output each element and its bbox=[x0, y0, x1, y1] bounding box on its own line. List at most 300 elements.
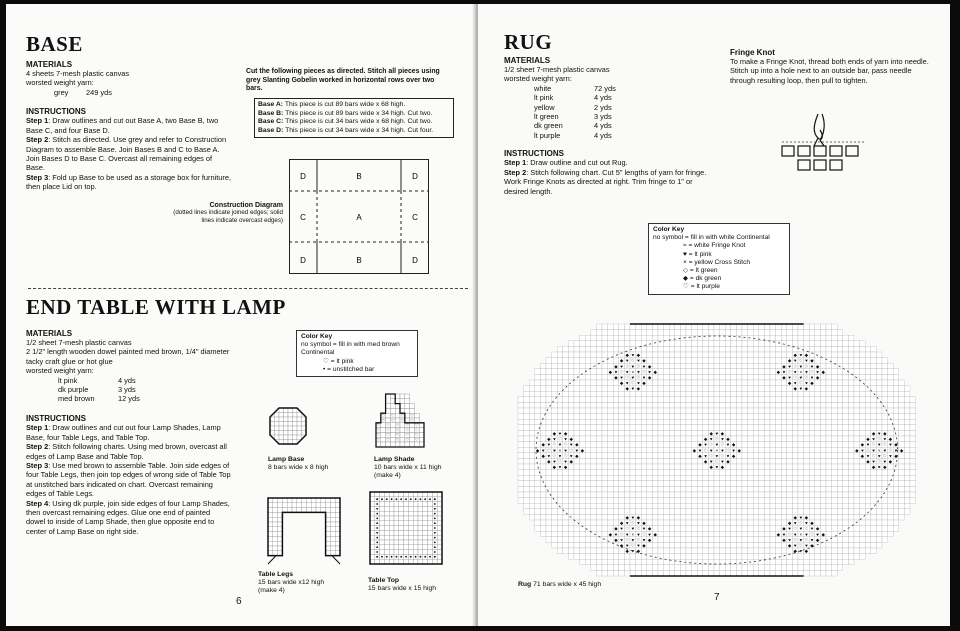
svg-text:♡: ♡ bbox=[630, 358, 635, 364]
svg-text:◆: ◆ bbox=[894, 453, 898, 459]
lamp-base-chart bbox=[268, 406, 308, 446]
yarn-amount: 249 yds bbox=[86, 87, 112, 97]
rug-color-key bbox=[648, 223, 790, 295]
svg-text:♥: ♥ bbox=[877, 431, 881, 436]
chart-title: Table Top bbox=[368, 577, 400, 584]
svg-text:♡: ♡ bbox=[798, 380, 803, 386]
rug-instructions bbox=[504, 149, 714, 196]
svg-text:♥: ♥ bbox=[732, 447, 735, 453]
svg-text:◆: ◆ bbox=[793, 352, 797, 358]
svg-text:◆: ◆ bbox=[541, 453, 545, 459]
diagram-cell: B bbox=[356, 172, 362, 181]
svg-text:♡: ♡ bbox=[625, 363, 630, 369]
yarn-row: yellow 2 yds bbox=[534, 102, 612, 112]
diagram-cell: D bbox=[300, 256, 306, 265]
svg-text:◆: ◆ bbox=[636, 386, 641, 392]
color-key-item: no symbol = fill in with white Continental bbox=[653, 234, 770, 242]
diagram-cell: A bbox=[356, 213, 362, 222]
svg-text:♡: ♡ bbox=[641, 369, 647, 375]
svg-text:◆: ◆ bbox=[871, 431, 876, 436]
material-line: tacky craft glue or hot glue bbox=[26, 356, 113, 366]
svg-text:♥: ♥ bbox=[810, 526, 814, 532]
instructions-heading: INSTRUCTIONS bbox=[26, 414, 86, 423]
svg-text:♡: ♡ bbox=[804, 537, 809, 543]
svg-text:×: × bbox=[631, 531, 635, 537]
construction-diagram-caption bbox=[161, 202, 283, 224]
left-page bbox=[6, 4, 476, 626]
svg-text:◆: ◆ bbox=[636, 352, 641, 358]
rug-chart bbox=[516, 322, 918, 578]
color-key-item: × = yellow Cross Stitch bbox=[683, 258, 751, 266]
table-legs-caption bbox=[258, 571, 324, 595]
svg-text:♡: ♡ bbox=[714, 459, 719, 464]
yarn-row: white 72 yds bbox=[534, 83, 616, 93]
svg-text:♥: ♥ bbox=[709, 459, 713, 464]
yarn-color: dk purple bbox=[58, 385, 89, 395]
fringe-knot-section bbox=[730, 48, 935, 85]
svg-text:◆: ◆ bbox=[636, 548, 641, 554]
svg-text:♥: ♥ bbox=[569, 442, 573, 448]
fringe-text: To make a Fringe Knot, thread both ends of yarn into needle. Stitch up into a hole next to an outside bar, pass needle through resulting loop, then pull to tighten. bbox=[730, 57, 929, 85]
page-number: 7 bbox=[714, 592, 720, 603]
section-divider bbox=[28, 288, 468, 289]
svg-text:◆: ◆ bbox=[815, 526, 820, 532]
svg-text:◆: ◆ bbox=[552, 431, 557, 436]
svg-text:♡: ♡ bbox=[563, 453, 568, 459]
svg-text:♥: ♥ bbox=[799, 352, 803, 358]
svg-text:◆: ◆ bbox=[787, 380, 792, 386]
svg-text:♥: ♥ bbox=[799, 386, 803, 392]
fringe-knot-diagram bbox=[778, 112, 868, 172]
svg-text:◆: ◆ bbox=[709, 431, 713, 436]
svg-text:◆: ◆ bbox=[698, 453, 702, 459]
svg-text:♥: ♥ bbox=[866, 453, 870, 459]
svg-text:♥: ♥ bbox=[637, 369, 640, 375]
chart-title: Rug bbox=[518, 581, 532, 588]
svg-text:♥: ♥ bbox=[805, 369, 808, 375]
chart-title: Lamp Base bbox=[268, 456, 305, 463]
svg-text:♥: ♥ bbox=[872, 459, 875, 464]
svg-text:♥: ♥ bbox=[715, 431, 719, 436]
svg-text:♡: ♡ bbox=[625, 537, 630, 543]
svg-text:◆: ◆ bbox=[608, 531, 613, 537]
step: Step 1: Draw outlines and cut out Base A, two Base B, two Base C, and four Base D. bbox=[26, 116, 219, 135]
svg-text:♥: ♥ bbox=[642, 537, 646, 543]
svg-text:◆: ◆ bbox=[821, 369, 825, 375]
svg-text:♥: ♥ bbox=[715, 453, 719, 459]
svg-text:♥: ♥ bbox=[625, 520, 629, 526]
diagram-cell: C bbox=[300, 213, 306, 222]
lamp-shade-caption bbox=[374, 456, 442, 480]
svg-text:♥: ♥ bbox=[614, 531, 618, 537]
chart-size: 15 bars wide x12 high bbox=[258, 579, 325, 586]
color-key-title: Color Key bbox=[653, 226, 685, 233]
svg-text:◆: ◆ bbox=[575, 453, 579, 459]
svg-text:♡: ♡ bbox=[798, 543, 803, 548]
svg-text:♥: ♥ bbox=[793, 543, 797, 548]
svg-text:◆: ◆ bbox=[642, 358, 646, 364]
svg-text:♥: ♥ bbox=[625, 531, 629, 537]
svg-text:♡: ♡ bbox=[415, 432, 419, 438]
svg-text:◆: ◆ bbox=[563, 464, 568, 470]
step: Step 3: Use med brown to assemble Table. Join side edges of four Table Legs, then join top edges of wrong side of Table Top at unstitched bars indicated on chart. Overcast remaining edges of Table Legs. bbox=[26, 461, 231, 499]
cut-list-box bbox=[254, 98, 454, 138]
diagram-cell: C bbox=[412, 213, 418, 222]
svg-text:♥: ♥ bbox=[631, 375, 635, 380]
svg-text:♥: ♥ bbox=[642, 375, 646, 380]
svg-text:◆: ◆ bbox=[625, 352, 629, 358]
svg-text:♥: ♥ bbox=[721, 447, 724, 453]
svg-text:◆: ◆ bbox=[787, 543, 792, 548]
svg-text:♡: ♡ bbox=[386, 422, 390, 428]
svg-text:◆: ◆ bbox=[647, 537, 652, 543]
svg-text:♡: ♡ bbox=[798, 358, 803, 364]
svg-text:♡: ♡ bbox=[405, 422, 409, 428]
svg-text:♡: ♡ bbox=[877, 459, 882, 464]
svg-text:♥: ♥ bbox=[883, 436, 887, 442]
svg-text:♡: ♡ bbox=[395, 422, 400, 428]
svg-text:♥: ♥ bbox=[709, 447, 713, 453]
svg-text:◆: ◆ bbox=[776, 531, 781, 537]
color-key-item: ◆ = dk green bbox=[683, 275, 722, 283]
svg-text:♥: ♥ bbox=[788, 526, 791, 532]
svg-text:♥: ♥ bbox=[631, 515, 635, 520]
svg-text:♥: ♥ bbox=[564, 459, 567, 464]
svg-text:♡: ♡ bbox=[793, 537, 798, 543]
svg-text:♥: ♥ bbox=[558, 464, 562, 470]
svg-text:♥: ♥ bbox=[648, 369, 651, 375]
cut-intro: Cut the following pieces as directed. Stitch all pieces using grey Slanting Gobelin worked in horizontal rows over two bars. bbox=[246, 68, 440, 93]
svg-text:♡: ♡ bbox=[798, 520, 803, 526]
step: Step 2: Stitch as directed. Use grey and refer to Construction Diagram to assemble Base. Join Bases B and C to Base A. Join Bases D to Base C. Overcast all remaining edges of Base. bbox=[26, 135, 227, 173]
svg-text:♡: ♡ bbox=[386, 432, 390, 438]
svg-text:♥: ♥ bbox=[648, 531, 651, 537]
svg-text:◆: ◆ bbox=[899, 447, 904, 453]
chart-note: (make 4) bbox=[374, 472, 401, 479]
svg-text:◆: ◆ bbox=[642, 380, 646, 386]
svg-text:◆: ◆ bbox=[614, 363, 618, 369]
construction-diagram bbox=[289, 159, 429, 274]
svg-text:×: × bbox=[799, 531, 803, 537]
svg-text:◆: ◆ bbox=[547, 436, 551, 442]
diagram-cell: B bbox=[356, 256, 362, 265]
svg-text:◆: ◆ bbox=[871, 464, 876, 470]
materials-heading: MATERIALS bbox=[26, 60, 73, 69]
svg-text:♥: ♥ bbox=[805, 380, 808, 386]
base-title: BASE bbox=[26, 32, 83, 56]
svg-text:♡: ♡ bbox=[546, 447, 551, 453]
svg-text:◆: ◆ bbox=[569, 436, 573, 442]
svg-text:♥: ♥ bbox=[872, 436, 875, 442]
svg-text:♡: ♡ bbox=[405, 432, 409, 438]
svg-text:♥: ♥ bbox=[637, 520, 640, 526]
svg-text:◆: ◆ bbox=[860, 453, 865, 459]
svg-text:×: × bbox=[799, 369, 803, 375]
fringe-title: Fringe Knot bbox=[730, 48, 775, 57]
svg-text:◆: ◆ bbox=[535, 447, 540, 453]
svg-text:♥: ♥ bbox=[553, 436, 556, 442]
svg-text:◆: ◆ bbox=[636, 515, 641, 520]
svg-text:◆: ◆ bbox=[625, 515, 629, 520]
svg-text:♥: ♥ bbox=[620, 537, 623, 543]
chart-size: 10 bars wide x 11 high bbox=[374, 464, 442, 471]
svg-text:♡: ♡ bbox=[804, 375, 809, 380]
svg-text:◆: ◆ bbox=[726, 459, 730, 464]
svg-text:◆: ◆ bbox=[793, 548, 797, 554]
svg-text:◆: ◆ bbox=[720, 464, 725, 470]
svg-text:♡: ♡ bbox=[865, 447, 871, 453]
svg-text:♥: ♥ bbox=[793, 380, 797, 386]
color-key-item: ≈ = white Fringe Knot bbox=[683, 242, 746, 250]
svg-text:♥: ♥ bbox=[558, 442, 562, 448]
svg-text:♥: ♥ bbox=[709, 436, 713, 442]
svg-text:♥: ♥ bbox=[721, 436, 724, 442]
cut-item: Base C: This piece is cut 34 bars wide x 68 high. Cut two. bbox=[258, 118, 433, 126]
svg-text:♥: ♥ bbox=[631, 386, 635, 392]
end-table-color-key bbox=[296, 330, 418, 377]
table-top-caption bbox=[368, 577, 436, 593]
lamp-shade-chart bbox=[374, 392, 426, 450]
svg-text:♡: ♡ bbox=[793, 526, 798, 532]
svg-text:◆: ◆ bbox=[647, 375, 652, 380]
svg-text:♡: ♡ bbox=[395, 432, 400, 438]
yarn-row: dk green 4 yds bbox=[534, 121, 612, 131]
color-key-title: Color Key bbox=[301, 333, 333, 340]
svg-text:◆: ◆ bbox=[782, 375, 786, 380]
svg-text:♥: ♥ bbox=[620, 363, 623, 369]
yarn-color: lt pink bbox=[58, 375, 78, 385]
svg-text:◆: ◆ bbox=[642, 520, 646, 526]
svg-text:♥: ♥ bbox=[569, 453, 573, 459]
svg-text:♥: ♥ bbox=[631, 548, 635, 554]
svg-text:◆: ◆ bbox=[619, 543, 624, 548]
svg-text:♡: ♡ bbox=[882, 442, 887, 448]
svg-text:◆: ◆ bbox=[709, 464, 713, 470]
color-key-item: • = unstitched bar bbox=[323, 365, 375, 373]
diagram-note: (dotted lines indicate joined edges; solid lines indicate overcast edges) bbox=[173, 209, 283, 224]
cut-item: Base D: This piece is cut 34 bars wide x 34 high. Cut four. bbox=[258, 126, 434, 134]
svg-text:◆: ◆ bbox=[810, 380, 814, 386]
svg-text:♥: ♥ bbox=[889, 453, 892, 459]
svg-text:◆: ◆ bbox=[575, 442, 579, 448]
svg-text:◆: ◆ bbox=[703, 459, 708, 464]
svg-text:♥: ♥ bbox=[637, 380, 640, 386]
page-number: 6 bbox=[236, 596, 242, 607]
step: Step 2: Stitch following chart. Cut 5" lengths of yarn for fringe. Work Fringe Knots as directed at right. Trim fringe to 1" or desired length. bbox=[504, 167, 707, 196]
svg-text:◆: ◆ bbox=[642, 543, 646, 548]
svg-text:♥: ♥ bbox=[620, 526, 623, 532]
svg-text:♡: ♡ bbox=[410, 417, 414, 423]
svg-text:♥: ♥ bbox=[793, 531, 797, 537]
rug-chart-caption bbox=[518, 581, 601, 588]
svg-text:◆: ◆ bbox=[883, 464, 887, 470]
svg-text:♡: ♡ bbox=[557, 436, 563, 442]
svg-text:♡: ♡ bbox=[415, 422, 419, 428]
svg-text:◆: ◆ bbox=[810, 520, 814, 526]
svg-text:♡: ♡ bbox=[619, 531, 624, 537]
svg-text:◆: ◆ bbox=[776, 369, 781, 375]
svg-text:×: × bbox=[631, 369, 635, 375]
svg-text:♥: ♥ bbox=[704, 442, 707, 448]
svg-text:♥: ♥ bbox=[541, 447, 545, 453]
svg-text:♥: ♥ bbox=[788, 537, 791, 543]
chart-title: Table Legs bbox=[258, 571, 293, 578]
svg-text:♡: ♡ bbox=[725, 447, 731, 453]
svg-text:♥: ♥ bbox=[558, 431, 562, 436]
svg-text:♥: ♥ bbox=[799, 537, 803, 543]
svg-text:♡: ♡ bbox=[376, 422, 381, 428]
step: Step 1: Draw outlines and cut out four Lamp Shades, Lamp Base, four Table Legs, and Table Top. bbox=[26, 423, 221, 442]
svg-text:◆: ◆ bbox=[804, 548, 809, 554]
svg-text:♥: ♥ bbox=[799, 515, 803, 520]
color-key-item: ♡ = lt pink bbox=[323, 357, 354, 365]
svg-text:♥: ♥ bbox=[866, 442, 870, 448]
svg-text:♥: ♥ bbox=[631, 363, 635, 369]
step: Step 4: Using dk purple, join side edges of four Lamp Shades, then overcast remaining edges. Glue one end of painted dowel to inside of Lamp Shade, then glue opposite end to center of Lamp Base on right side. bbox=[26, 498, 230, 536]
yarn-row: lt pink 4 yds bbox=[534, 93, 612, 103]
svg-text:♡: ♡ bbox=[625, 375, 630, 380]
svg-text:♥: ♥ bbox=[877, 442, 881, 448]
svg-text:♥: ♥ bbox=[553, 447, 556, 453]
svg-text:♡: ♡ bbox=[557, 459, 563, 464]
svg-text:♡: ♡ bbox=[714, 436, 719, 442]
svg-text:◆: ◆ bbox=[619, 520, 624, 526]
svg-text:♥: ♥ bbox=[872, 447, 875, 453]
svg-text:♥: ♥ bbox=[620, 375, 623, 380]
instructions-heading: INSTRUCTIONS bbox=[504, 149, 564, 158]
svg-text:♥: ♥ bbox=[793, 369, 797, 375]
svg-text:♡: ♡ bbox=[405, 437, 409, 442]
diagram-cell: D bbox=[412, 172, 418, 181]
svg-text:◆: ◆ bbox=[855, 447, 859, 453]
svg-text:◆: ◆ bbox=[815, 537, 820, 543]
svg-text:♡: ♡ bbox=[376, 437, 381, 442]
yarn-color: med brown bbox=[58, 394, 95, 404]
svg-text:♥: ♥ bbox=[614, 369, 618, 375]
chart-size: 71 bars wide x 45 high bbox=[533, 581, 602, 588]
yarn-amount: 3 yds bbox=[118, 385, 136, 395]
materials-heading: MATERIALS bbox=[26, 329, 73, 338]
svg-text:◆: ◆ bbox=[815, 375, 820, 380]
yarn-row bbox=[26, 376, 251, 385]
svg-text:◆: ◆ bbox=[860, 442, 865, 448]
svg-text:◆: ◆ bbox=[782, 537, 786, 543]
chart-title: Lamp Shade bbox=[374, 456, 415, 463]
svg-text:♥: ♥ bbox=[625, 358, 629, 364]
svg-text:◆: ◆ bbox=[547, 459, 551, 464]
svg-text:◆: ◆ bbox=[563, 431, 568, 436]
svg-text:◆: ◆ bbox=[614, 537, 618, 543]
svg-text:♡: ♡ bbox=[636, 537, 641, 543]
svg-text:◆: ◆ bbox=[804, 515, 809, 520]
svg-text:♥: ♥ bbox=[883, 459, 887, 464]
yarn-row bbox=[26, 88, 241, 97]
svg-text:♥: ♥ bbox=[575, 447, 579, 453]
svg-text:◆: ◆ bbox=[541, 442, 545, 448]
svg-text:◆: ◆ bbox=[703, 436, 708, 442]
svg-text:♥: ♥ bbox=[726, 442, 730, 448]
svg-text:◆: ◆ bbox=[653, 531, 657, 537]
svg-text:♥: ♥ bbox=[877, 453, 881, 459]
svg-text:♡: ♡ bbox=[569, 447, 574, 453]
yarn-row: lt purple 4 yds bbox=[534, 130, 612, 140]
svg-text:◆: ◆ bbox=[894, 442, 898, 448]
svg-text:◆: ◆ bbox=[810, 358, 814, 364]
svg-text:♡: ♡ bbox=[415, 427, 419, 433]
svg-text:◆: ◆ bbox=[619, 380, 624, 386]
yarn-row bbox=[26, 385, 251, 394]
material-line: worsted weight yarn: bbox=[26, 78, 94, 88]
svg-text:♡: ♡ bbox=[636, 363, 641, 369]
svg-text:♥: ♥ bbox=[805, 358, 808, 364]
svg-text:♥: ♥ bbox=[793, 358, 797, 364]
svg-text:♥: ♥ bbox=[642, 363, 646, 369]
svg-text:♡: ♡ bbox=[410, 413, 414, 418]
cut-item: Base A: This piece is cut 89 bars wide x 68 high. bbox=[258, 101, 406, 108]
svg-text:♥: ♥ bbox=[799, 363, 803, 369]
svg-text:◆: ◆ bbox=[888, 436, 893, 442]
svg-text:♥: ♥ bbox=[547, 453, 551, 459]
svg-text:◆: ◆ bbox=[883, 431, 887, 436]
end-table-instructions bbox=[26, 414, 231, 536]
svg-text:◆: ◆ bbox=[782, 363, 786, 369]
rug-materials bbox=[504, 56, 714, 140]
svg-text:♥: ♥ bbox=[894, 447, 898, 453]
svg-text:◆: ◆ bbox=[614, 375, 618, 380]
color-key-item: ♡ = lt purple bbox=[683, 283, 720, 291]
svg-text:♥: ♥ bbox=[810, 363, 814, 369]
svg-text:♡: ♡ bbox=[871, 442, 876, 448]
svg-text:◆: ◆ bbox=[782, 526, 786, 532]
svg-text:♥: ♥ bbox=[799, 375, 803, 380]
yarn-amount: 4 yds bbox=[118, 375, 136, 385]
svg-text:◆: ◆ bbox=[580, 447, 585, 453]
svg-text:♡: ♡ bbox=[619, 369, 624, 375]
svg-text:♡: ♡ bbox=[405, 427, 409, 433]
base-instructions bbox=[26, 107, 231, 192]
svg-text:♥: ♥ bbox=[637, 531, 640, 537]
svg-text:♡: ♡ bbox=[552, 453, 557, 459]
color-key-item: ◇ = lt green bbox=[683, 267, 718, 275]
svg-text:◆: ◆ bbox=[787, 520, 792, 526]
chart-size: 8 bars wide x 8 high bbox=[268, 464, 329, 471]
svg-text:♥: ♥ bbox=[721, 459, 724, 464]
svg-text:◆: ◆ bbox=[787, 358, 792, 364]
svg-text:♡: ♡ bbox=[391, 417, 395, 423]
svg-text:♡: ♡ bbox=[395, 427, 400, 433]
book-spread bbox=[6, 4, 950, 626]
svg-text:♡: ♡ bbox=[636, 375, 641, 380]
svg-text:♥: ♥ bbox=[805, 543, 808, 548]
diagram-title: Construction Diagram bbox=[209, 202, 283, 209]
svg-text:♥: ♥ bbox=[799, 526, 803, 532]
svg-text:♡: ♡ bbox=[391, 413, 395, 418]
svg-text:♥: ♥ bbox=[810, 537, 814, 543]
svg-text:◆: ◆ bbox=[569, 459, 573, 464]
table-legs-chart bbox=[264, 494, 344, 566]
svg-text:♡: ♡ bbox=[709, 442, 714, 448]
svg-text:♡: ♡ bbox=[415, 437, 419, 442]
material-line: worsted weight yarn: bbox=[26, 366, 94, 376]
svg-text:◆: ◆ bbox=[804, 352, 809, 358]
step: Step 1: Draw outline and cut out Rug. bbox=[504, 158, 628, 168]
svg-text:♡: ♡ bbox=[400, 413, 405, 418]
svg-text:◆: ◆ bbox=[866, 459, 870, 464]
svg-text:♡: ♡ bbox=[641, 531, 647, 537]
svg-text:♥: ♥ bbox=[782, 531, 786, 537]
step: Step 2: Stitch following charts. Using med brown, overcast all edges of Lamp Base and Table Top. bbox=[26, 442, 227, 461]
svg-text:◆: ◆ bbox=[692, 447, 697, 453]
